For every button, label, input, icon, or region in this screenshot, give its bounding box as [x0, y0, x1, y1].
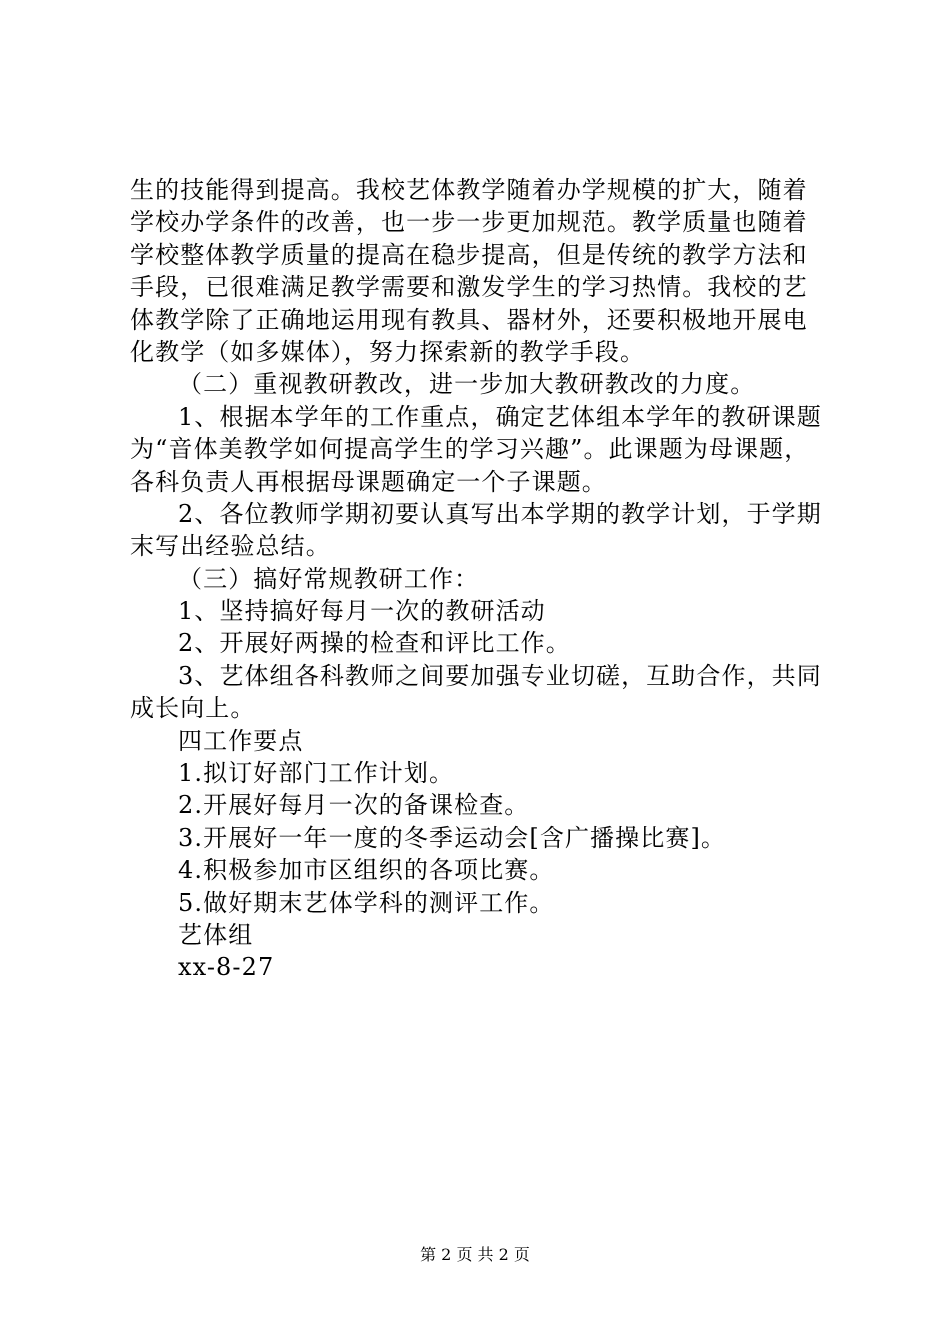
- signature-date: xx-8-27: [178, 953, 275, 982]
- list-item-line: 1、根据本学年的工作重点，确定艺体组本学年的教研课题: [178, 402, 822, 431]
- paragraph-line: 化教学（如多媒体），努力探索新的教学手段。: [130, 337, 646, 366]
- list-item-line: 为“音体美教学如何提高学生的学习兴趣”。此课题为母课题，: [130, 435, 810, 464]
- list-item-line: 成长向上。: [130, 694, 256, 723]
- paragraph-line: 体教学除了正确地运用现有教具、器材外，还要积极地开展电: [130, 305, 808, 334]
- list-item-line: 各科负责人再根据母课题确定一个子课题。: [130, 467, 607, 496]
- page-number-footer: 第 2 页 共 2 页: [420, 1245, 530, 1264]
- section-heading-3: （三）搞好常规教研工作：: [178, 564, 480, 593]
- section-heading-4: 四工作要点: [178, 726, 304, 755]
- paragraph-line: 手段，已很难满足教学需要和激发学生的学习热情。我校的艺: [130, 273, 808, 302]
- paragraph-line: 学校整体教学质量的提高在稳步提高，但是传统的教学方法和: [130, 240, 808, 269]
- work-point-item: 1.拟订好部门工作计划。: [178, 759, 455, 788]
- work-point-item: 3.开展好一年一度的冬季运动会[含广播操比赛]。: [178, 823, 727, 852]
- signature-group: 艺体组: [178, 920, 254, 949]
- paragraph-line: 学校办学条件的改善，也一步一步更加规范。教学质量也随着: [130, 208, 808, 237]
- work-point-item: 2.开展好每月一次的备课检查。: [178, 791, 530, 820]
- section-heading-2: （二）重视教研教改，进一步加大教研教改的力度。: [178, 370, 756, 399]
- paragraph-line: 生的技能得到提高。我校艺体教学随着办学规模的扩大，随着: [130, 176, 808, 204]
- list-item-line: 3、艺体组各科教师之间要加强专业切磋，互助合作，共同: [178, 661, 822, 690]
- list-item-line: 末写出经验总结。: [130, 532, 331, 561]
- list-item-line: 1、坚持搞好每月一次的教研活动: [178, 597, 546, 626]
- work-point-item: 5.做好期末艺体学科的测评工作。: [178, 888, 555, 917]
- work-point-item: 4.积极参加市区组织的各项比赛。: [178, 856, 555, 885]
- document-body: [130, 174, 830, 984]
- list-item-line: 2、开展好两操的检查和评比工作。: [178, 629, 571, 658]
- list-item-line: 2、各位教师学期初要认真写出本学期的教学计划，于学期: [178, 499, 822, 528]
